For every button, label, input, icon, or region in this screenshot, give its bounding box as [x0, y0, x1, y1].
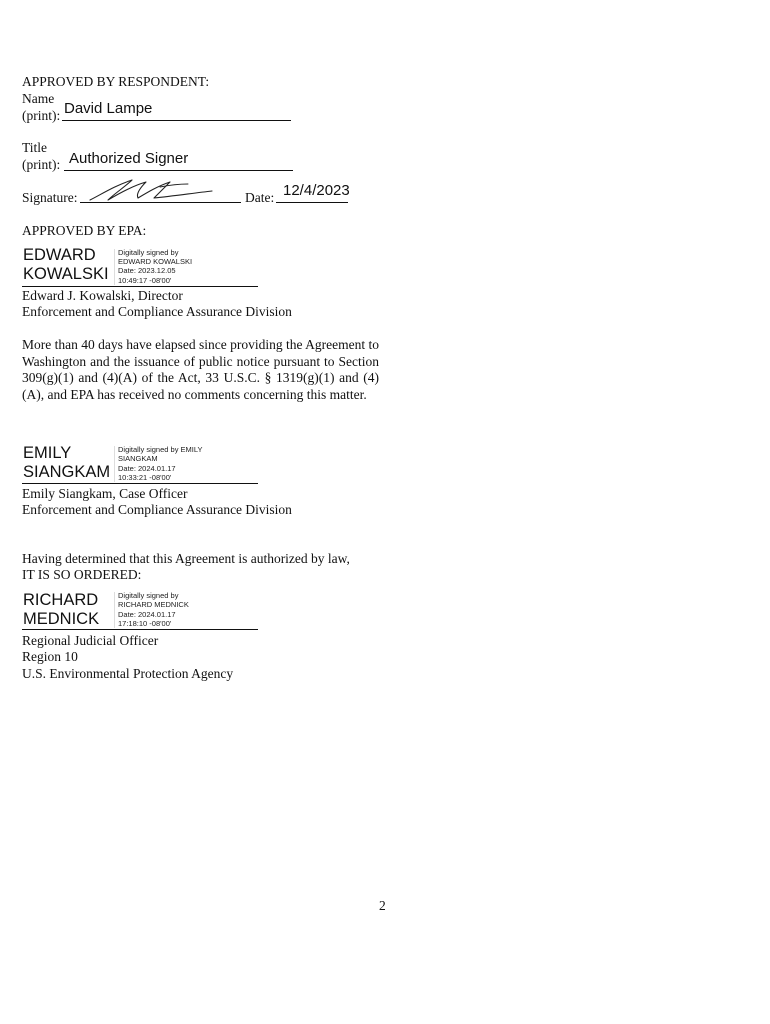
- name-underline: [62, 120, 291, 121]
- siangkam-division: Enforcement and Compliance Assurance Division: [22, 502, 292, 517]
- title-label-line1: Title: [22, 140, 48, 155]
- signature-meta-line4: 10:49:17 -08'00': [118, 276, 172, 285]
- name-value: David Lampe: [64, 100, 153, 117]
- respondent-heading: APPROVED BY RESPONDENT:: [22, 74, 210, 89]
- signer-name-line2: MEDNICK: [23, 610, 100, 628]
- page-number: 2: [379, 898, 386, 913]
- siangkam-signature-line: [22, 483, 258, 484]
- signature-divider: [114, 249, 115, 285]
- signer-name-line1: RICHARD: [23, 591, 99, 609]
- region-label: Region 10: [22, 649, 78, 664]
- handwritten-signature: [88, 176, 218, 204]
- title-label-line2: (print):: [22, 157, 61, 172]
- signature-meta-line3: Date: 2024.01.17: [118, 464, 176, 473]
- kowalski-printed-name: Edward J. Kowalski, Director: [22, 288, 183, 303]
- signer-name-line2: KOWALSKI: [23, 265, 109, 283]
- agency-name: U.S. Environmental Protection Agency: [22, 666, 234, 681]
- title-value: Authorized Signer: [69, 150, 189, 167]
- signature-meta-line2: EDWARD KOWALSKI: [118, 257, 193, 266]
- signature-label: Signature:: [22, 190, 78, 205]
- public-notice-paragraph: More than 40 days have elapsed since providing the Agreement to Washington and the issuance of public notice pursuant to Section 309(g)(1) and (4)(A) of the Act, 33 U.S.C. § 1319(g)(1) and (4)(A), and EPA has received no comments concerning this matter.: [22, 337, 379, 402]
- siangkam-printed-name: Emily Siangkam, Case Officer: [22, 486, 188, 501]
- date-label: Date:: [245, 190, 275, 205]
- name-label-line1: Name: [22, 91, 55, 106]
- signature-meta-line3: Date: 2023.12.05: [118, 266, 176, 275]
- kowalski-division: Enforcement and Compliance Assurance Division: [22, 304, 292, 319]
- title-underline: [64, 170, 293, 171]
- signer-name-line1: EDWARD: [23, 246, 96, 264]
- signature-meta-line3: Date: 2024.01.17: [118, 610, 176, 619]
- signature-meta-line1: Digitally signed by: [118, 591, 179, 600]
- signature-meta-line4: 17:18:10 -08'00': [118, 619, 172, 628]
- signature-meta-line4: 10:33:21 -08'00': [118, 473, 172, 482]
- signer-name-line1: EMILY: [23, 444, 72, 462]
- signature-meta-line1: Digitally signed by EMILY: [118, 445, 203, 454]
- mednick-signature-line: [22, 629, 258, 630]
- kowalski-signature-line: [22, 286, 258, 287]
- name-label-line2: (print):: [22, 108, 61, 123]
- date-underline: [276, 202, 348, 203]
- signer-name-line2: SIANGKAM: [23, 463, 111, 481]
- signature-meta-line2: SIANGKAM: [118, 454, 158, 463]
- judicial-officer-title: Regional Judicial Officer: [22, 633, 159, 648]
- signature-meta-line2: RICHARD MEDNICK: [118, 600, 189, 609]
- order-directive: IT IS SO ORDERED:: [22, 567, 142, 582]
- date-value: 12/4/2023: [283, 182, 350, 199]
- signature-divider: [114, 592, 115, 628]
- signature-meta-line1: Digitally signed by: [118, 248, 179, 257]
- order-statement: Having determined that this Agreement is authorized by law,: [22, 551, 350, 566]
- signature-divider: [114, 446, 115, 482]
- epa-heading: APPROVED BY EPA:: [22, 223, 147, 238]
